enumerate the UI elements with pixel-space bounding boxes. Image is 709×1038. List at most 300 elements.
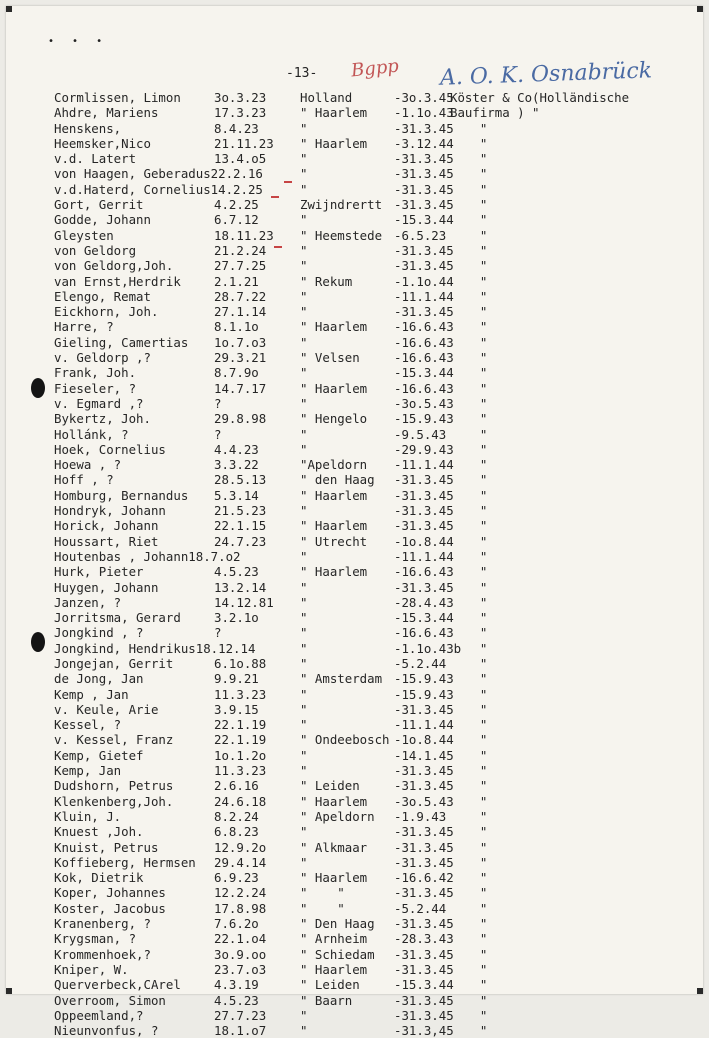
entry-birth-date: ? <box>214 625 222 641</box>
entry-birth-date: 28.5.13 <box>214 472 267 488</box>
register-row <box>54 824 694 839</box>
entry-end-date: -31.3.45 <box>394 197 454 213</box>
entry-name: Knuest ,Joh. <box>54 824 144 840</box>
entry-name: de Jong, Jan <box>54 671 144 687</box>
register-row <box>54 687 694 702</box>
entry-employer-note: " <box>450 441 488 457</box>
register-row <box>54 671 694 686</box>
register-row <box>54 503 694 518</box>
entry-end-date: -31.3.45 <box>394 151 454 167</box>
entry-end-date: -29.9.43 <box>394 441 454 457</box>
entry-name: Gort, Gerrit <box>54 197 144 213</box>
entry-employer-note: " <box>450 564 488 580</box>
register-row <box>54 105 694 120</box>
entry-birth-date: 24.7.23 <box>214 533 267 549</box>
entry-employer-note: " <box>450 181 488 197</box>
entry-birth-date: 9.9.21 <box>214 671 259 687</box>
entry-place: " den Haag <box>300 472 375 488</box>
entry-employer-note: " <box>450 854 488 870</box>
entry-employer-note: " <box>450 671 488 687</box>
entry-place: " <box>300 334 308 350</box>
entry-end-date: -16.6.43 <box>394 564 454 580</box>
entry-end-date: -5.2.44 <box>394 655 447 671</box>
register-row <box>54 289 694 304</box>
entry-name: Horick, Johann <box>54 518 159 534</box>
register-row <box>54 794 694 809</box>
register-row <box>54 365 694 380</box>
register-row <box>54 411 694 426</box>
entry-employer-note: " <box>450 197 488 213</box>
entry-birth-date: 11.3.23 <box>214 686 267 702</box>
entry-birth-date: 22.1.15 <box>214 518 267 534</box>
register-row <box>54 304 694 319</box>
register-row <box>54 931 694 946</box>
entry-employer-note: " <box>450 548 488 564</box>
entry-employer-note: " <box>450 487 488 503</box>
register-row <box>54 197 694 212</box>
entry-birth-date: 12.9.2o <box>214 839 267 855</box>
entry-end-date: -15.3.44 <box>394 610 454 626</box>
entry-name: Hoewa , ? <box>54 457 122 473</box>
entry-birth-date: 27.1.14 <box>214 304 267 320</box>
register-row <box>54 748 694 763</box>
entry-birth-date: 2.6.16 <box>214 778 259 794</box>
entry-name: v. Egmard ,? <box>54 395 144 411</box>
entry-end-date: -15.3.44 <box>394 977 454 993</box>
register-row <box>54 993 694 1008</box>
entry-employer-note: " <box>450 594 488 610</box>
entry-name: Kemp, Jan <box>54 763 122 779</box>
entry-end-date: -16.6.43 <box>394 380 454 396</box>
register-row <box>54 381 694 396</box>
entry-place: " Amsterdam <box>300 671 383 687</box>
entry-end-date: -28.4.43 <box>394 594 454 610</box>
entry-name: Hoff , ? <box>54 472 114 488</box>
entry-end-date: -31.3.45 <box>394 181 454 197</box>
entry-name: Eickhorn, Joh. <box>54 304 159 320</box>
entry-birth-date: 6.9.23 <box>214 870 259 886</box>
entry-employer-note: " <box>450 365 488 381</box>
entry-employer-note: " <box>450 120 488 136</box>
register-row <box>54 258 694 273</box>
entry-name: v. Kessel, Franz <box>54 732 174 748</box>
entry-birth-date: 17.8.98 <box>214 900 267 916</box>
entry-name: Huygen, Johann <box>54 579 159 595</box>
entry-place: " <box>300 610 308 626</box>
entry-birth-date: 13.4.o5 <box>214 151 267 167</box>
entry-place: " Den Haag <box>300 916 375 932</box>
entry-name: Heemsker,Nico <box>54 135 151 151</box>
entry-end-date: -5.2.44 <box>394 900 447 916</box>
entry-birth-date: 22.1.o4 <box>214 931 267 947</box>
entry-end-date: -31.3.45 <box>394 258 454 274</box>
entry-end-date: -1o.8.44 <box>394 533 454 549</box>
register-row <box>54 610 694 625</box>
register-row <box>54 870 694 885</box>
entry-end-date: -3.12.44 <box>394 135 454 151</box>
entry-employer-note: " <box>450 961 488 977</box>
entry-employer-note: " <box>450 288 488 304</box>
entry-employer-note: " <box>450 916 488 932</box>
entry-name: Koffieberg, Hermsen <box>54 854 196 870</box>
entry-employer-note: " <box>450 258 488 274</box>
entry-place: " Arnheim <box>300 931 368 947</box>
register-row <box>54 442 694 457</box>
entry-name: von Haagen, Geberadus22.2.16 <box>54 166 263 182</box>
entry-birth-date: ? <box>214 395 222 411</box>
entry-end-date: -11.1.44 <box>394 548 454 564</box>
entry-birth-date: 22.1.19 <box>214 732 267 748</box>
entry-employer-note: " <box>450 885 488 901</box>
register-row <box>54 518 694 533</box>
entry-employer-note: " <box>450 533 488 549</box>
register-row <box>54 151 694 166</box>
entry-end-date: -1o.8.44 <box>394 732 454 748</box>
entry-end-date: -31.3.45 <box>394 579 454 595</box>
register-row <box>54 243 694 258</box>
entry-place: " <box>300 594 308 610</box>
entry-place: " <box>300 181 308 197</box>
entry-place: " <box>300 717 308 733</box>
entry-name: Kessel, ? <box>54 717 122 733</box>
register-row <box>54 580 694 595</box>
entry-name: Hollánk, ? <box>54 426 129 442</box>
register-row <box>54 901 694 916</box>
entry-place: " Ondeebosch <box>300 732 390 748</box>
entry-employer-note: " <box>450 824 488 840</box>
entry-name: Kranenberg, ? <box>54 916 151 932</box>
register-row <box>54 457 694 472</box>
entry-birth-date: 29.8.98 <box>214 411 267 427</box>
entry-birth-date: 4.5.23 <box>214 992 259 1008</box>
register-row <box>54 656 694 671</box>
entry-end-date: -31.3.45 <box>394 854 454 870</box>
entry-place: " Haarlem <box>300 961 368 977</box>
entry-name: Nieunvonfus, ? <box>54 1023 159 1038</box>
register-row <box>54 916 694 931</box>
entry-name: v.d. Latert <box>54 151 137 167</box>
entry-name: Fieseler, ? <box>54 380 137 396</box>
entry-birth-date: 3.2.1o <box>214 610 259 626</box>
entry-place: " <box>300 212 308 228</box>
header-dots: • • • <box>48 36 109 47</box>
entry-employer-note: " <box>450 778 488 794</box>
entry-birth-date: 21.2.24 <box>214 242 267 258</box>
entry-employer-note: " <box>450 212 488 228</box>
entry-end-date: -16.6.43 <box>394 350 454 366</box>
register-row <box>54 625 694 640</box>
entry-employer-note: " <box>450 350 488 366</box>
entry-birth-date: 22.1.19 <box>214 717 267 733</box>
entry-name: Koster, Jacobus <box>54 900 166 916</box>
entry-name: Homburg, Bernandus <box>54 487 189 503</box>
entry-place: " Haarlem <box>300 564 368 580</box>
register-row <box>54 182 694 197</box>
entry-end-date: -31.3.45 <box>394 487 454 503</box>
entry-name: Henskens, <box>54 120 122 136</box>
entry-employer-note: " <box>450 151 488 167</box>
entry-place: " Haarlem <box>300 135 368 151</box>
entry-end-date: -1.9.43 <box>394 808 447 824</box>
register-row <box>54 228 694 243</box>
corner-mark <box>6 6 12 12</box>
register-row <box>54 121 694 136</box>
register-row <box>54 472 694 487</box>
entry-end-date: -31.3.45 <box>394 946 454 962</box>
entry-employer-note: " <box>450 808 488 824</box>
register-row <box>54 427 694 442</box>
entry-place: " <box>300 395 308 411</box>
entry-name: Querverbeck,CArel <box>54 977 181 993</box>
entry-employer-note: " <box>450 900 488 916</box>
entry-name: Kemp , Jan <box>54 686 129 702</box>
entry-end-date: -31.3.45 <box>394 120 454 136</box>
entry-birth-date: 4.5.23 <box>214 564 259 580</box>
entry-birth-date: 5.3.14 <box>214 487 259 503</box>
entry-place: " Baarn <box>300 992 353 1008</box>
entry-place: " <box>300 579 308 595</box>
entry-end-date: -31.3.45 <box>394 166 454 182</box>
entry-name: Hondryk, Johann <box>54 503 166 519</box>
entry-end-date: -31.3.45 <box>394 885 454 901</box>
register-row <box>54 212 694 227</box>
register-row <box>54 549 694 564</box>
entry-name: Frank, Joh. <box>54 365 137 381</box>
entry-place: " <box>300 1023 308 1038</box>
entry-name: Cormlissen, Limon <box>54 90 181 105</box>
entry-birth-date: 27.7.25 <box>214 258 267 274</box>
entry-birth-date: 8.1.1o <box>214 319 259 335</box>
entry-employer-note: " <box>450 977 488 993</box>
entry-name: Bykertz, Joh. <box>54 411 151 427</box>
entry-employer-note: " <box>450 518 488 534</box>
entry-place: " <box>300 503 308 519</box>
entry-end-date: -31.3.45 <box>394 839 454 855</box>
entry-employer-note: " <box>450 701 488 717</box>
entry-name: Jongejan, Gerrit <box>54 655 174 671</box>
entry-birth-date: 18.11.23 <box>214 227 274 243</box>
entry-name: Houssart, Riet <box>54 533 159 549</box>
entry-name: Overroom, Simon <box>54 992 166 1008</box>
entry-birth-date: 3.9.15 <box>214 701 259 717</box>
entry-place: " <box>300 625 308 641</box>
entry-birth-date: 1o.7.o3 <box>214 334 267 350</box>
entry-employer-note: " <box>450 319 488 335</box>
entry-end-date: -11.1.44 <box>394 288 454 304</box>
entry-end-date: -14.1.45 <box>394 747 454 763</box>
entry-end-date: -31.3.45 <box>394 778 454 794</box>
entry-employer-note: " <box>450 579 488 595</box>
entry-end-date: -31.3.45 <box>394 701 454 717</box>
entry-employer-note: " <box>450 625 488 641</box>
entry-place: Zwijndrertt <box>300 197 383 213</box>
entry-name: von Geldorg,Joh. <box>54 258 174 274</box>
entry-place: " <box>300 701 308 717</box>
entry-birth-date: 3o.9.oo <box>214 946 267 962</box>
entry-birth-date: 3.3.22 <box>214 457 259 473</box>
entry-end-date: -31.3.45 <box>394 518 454 534</box>
entry-employer-note: " <box>450 747 488 763</box>
entry-birth-date: 29.3.21 <box>214 350 267 366</box>
entry-employer-note: " <box>450 304 488 320</box>
register-row <box>54 641 694 656</box>
register-row <box>54 840 694 855</box>
entry-end-date: -15.9.43 <box>394 411 454 427</box>
entry-end-date: -1.1o.43b <box>394 640 462 656</box>
entry-name: v. Geldorp ,? <box>54 350 151 366</box>
entry-place: " <box>300 640 308 656</box>
entry-birth-date: 4.3.19 <box>214 977 259 993</box>
entry-birth-date: 21.5.23 <box>214 503 267 519</box>
register-row <box>54 732 694 747</box>
entry-end-date: -16.6.43 <box>394 319 454 335</box>
register-row <box>54 778 694 793</box>
register-row <box>54 319 694 334</box>
entry-name: Hoek, Cornelius <box>54 441 166 457</box>
entry-birth-date: 8.2.24 <box>214 808 259 824</box>
entry-employer-note: " <box>450 395 488 411</box>
entry-name: Kok, Dietrik <box>54 870 144 886</box>
entry-employer-note: " <box>450 411 488 427</box>
punch-hole <box>31 378 45 398</box>
entry-end-date: -31.3.45 <box>394 763 454 779</box>
entry-birth-date: 4.4.23 <box>214 441 259 457</box>
entry-birth-date: 27.7.23 <box>214 1007 267 1023</box>
entry-place: " <box>300 763 308 779</box>
entry-employer-note: " <box>450 380 488 396</box>
entry-birth-date: 24.6.18 <box>214 793 267 809</box>
entry-end-date: -31.3.45 <box>394 992 454 1008</box>
handwritten-red-annotation: Bgpp <box>350 55 400 82</box>
entry-birth-date: 12.2.24 <box>214 885 267 901</box>
entry-place: " " <box>300 885 345 901</box>
entry-employer-note: " <box>450 166 488 182</box>
entry-end-date: -9.5.43 <box>394 426 447 442</box>
entry-place: " Haarlem <box>300 870 368 886</box>
entry-place: " <box>300 258 308 274</box>
register-row <box>54 977 694 992</box>
register-row <box>54 962 694 977</box>
entry-place: " Velsen <box>300 350 360 366</box>
register-row <box>54 595 694 610</box>
entry-employer-note: " <box>450 457 488 473</box>
register-row <box>54 396 694 411</box>
entry-birth-date: 2.1.21 <box>214 273 259 289</box>
entry-name: Dudshorn, Petrus <box>54 778 174 794</box>
entry-name: Koper, Johannes <box>54 885 166 901</box>
register-row <box>54 335 694 350</box>
register-row <box>54 1023 694 1038</box>
entry-employer-note: " <box>450 992 488 1008</box>
entry-name: Godde, Johann <box>54 212 151 228</box>
entry-employer-note: " <box>450 273 488 289</box>
entry-employer-note: " <box>450 610 488 626</box>
entry-end-date: -3o.3.45 <box>394 90 454 105</box>
entry-birth-date: 21.11.23 <box>214 135 274 151</box>
entry-employer-note: " <box>450 503 488 519</box>
entry-place: " <box>300 120 308 136</box>
register-row <box>54 274 694 289</box>
punch-hole <box>31 632 45 652</box>
entry-birth-date: 18.1.o7 <box>214 1023 267 1038</box>
entry-place: " Utrecht <box>300 533 368 549</box>
register-row <box>54 90 694 105</box>
entry-birth-date: ? <box>214 426 222 442</box>
entry-end-date: -15.9.43 <box>394 686 454 702</box>
entry-end-date: -31.3.45 <box>394 472 454 488</box>
entry-employer-note: " <box>450 931 488 947</box>
entry-place: " <box>300 288 308 304</box>
entry-birth-date: 14.12.81 <box>214 594 274 610</box>
entry-place: " Haarlem <box>300 518 368 534</box>
entry-end-date: -31.3.45 <box>394 824 454 840</box>
entry-place: " Schiedam <box>300 946 375 962</box>
entry-end-date: -31.3.45 <box>394 916 454 932</box>
entry-employer-note: " <box>450 717 488 733</box>
entry-end-date: -15.9.43 <box>394 671 454 687</box>
entry-birth-date: 4.2.25 <box>214 197 259 213</box>
handwritten-blue-annotation: A. O. K. Osnabrück <box>439 58 653 91</box>
entry-employer-note: " <box>450 686 488 702</box>
entry-end-date: -31.3.45 <box>394 304 454 320</box>
entry-name: Jorritsma, Gerard <box>54 610 181 626</box>
entry-place: " Haarlem <box>300 105 368 121</box>
entry-end-date: -3o.5.43 <box>394 793 454 809</box>
entry-place: " Apeldorn <box>300 808 375 824</box>
entry-end-date: -11.1.44 <box>394 717 454 733</box>
entry-end-date: -31.3.45 <box>394 961 454 977</box>
entry-employer-note: " <box>450 655 488 671</box>
entry-birth-date: 13.2.14 <box>214 579 267 595</box>
entry-employer-note: " <box>450 1007 488 1023</box>
register-row <box>54 809 694 824</box>
entry-place: " Haarlem <box>300 380 368 396</box>
entry-name: Jongkind , ? <box>54 625 144 641</box>
entry-end-date: -1.1o.44 <box>394 273 454 289</box>
register-row <box>54 763 694 778</box>
entry-name: Houtenbas , Johann18.7.o2 <box>54 548 241 564</box>
entry-end-date: -31.3,45 <box>394 1023 454 1038</box>
entry-employer-note: " <box>450 640 488 656</box>
register-row <box>54 350 694 365</box>
register-row <box>54 717 694 732</box>
entry-place: " <box>300 655 308 671</box>
entry-employer-note: " <box>450 839 488 855</box>
entry-place: " Haarlem <box>300 793 368 809</box>
register-row <box>54 564 694 579</box>
entry-employer-note: " <box>450 870 488 886</box>
entry-place: " Hengelo <box>300 411 368 427</box>
entry-place: " <box>300 441 308 457</box>
entry-place: " <box>300 166 308 182</box>
document-page <box>6 6 703 1038</box>
entry-name: Krommenhoek,? <box>54 946 151 962</box>
entry-place: " <box>300 824 308 840</box>
register-row <box>54 534 694 549</box>
entry-name: Kluin, J. <box>54 808 122 824</box>
register-list <box>54 90 694 1038</box>
entry-end-date: -15.3.44 <box>394 365 454 381</box>
entry-name: Janzen, ? <box>54 594 122 610</box>
register-row <box>54 855 694 870</box>
entry-end-date: -28.3.43 <box>394 931 454 947</box>
entry-birth-date: 17.3.23 <box>214 105 267 121</box>
entry-place: " Alkmaar <box>300 839 368 855</box>
entry-end-date: -31.3.45 <box>394 242 454 258</box>
entry-birth-date: 3o.3.23 <box>214 90 267 105</box>
entry-name: Krygsman, ? <box>54 931 137 947</box>
entry-employer-note: " <box>450 763 488 779</box>
